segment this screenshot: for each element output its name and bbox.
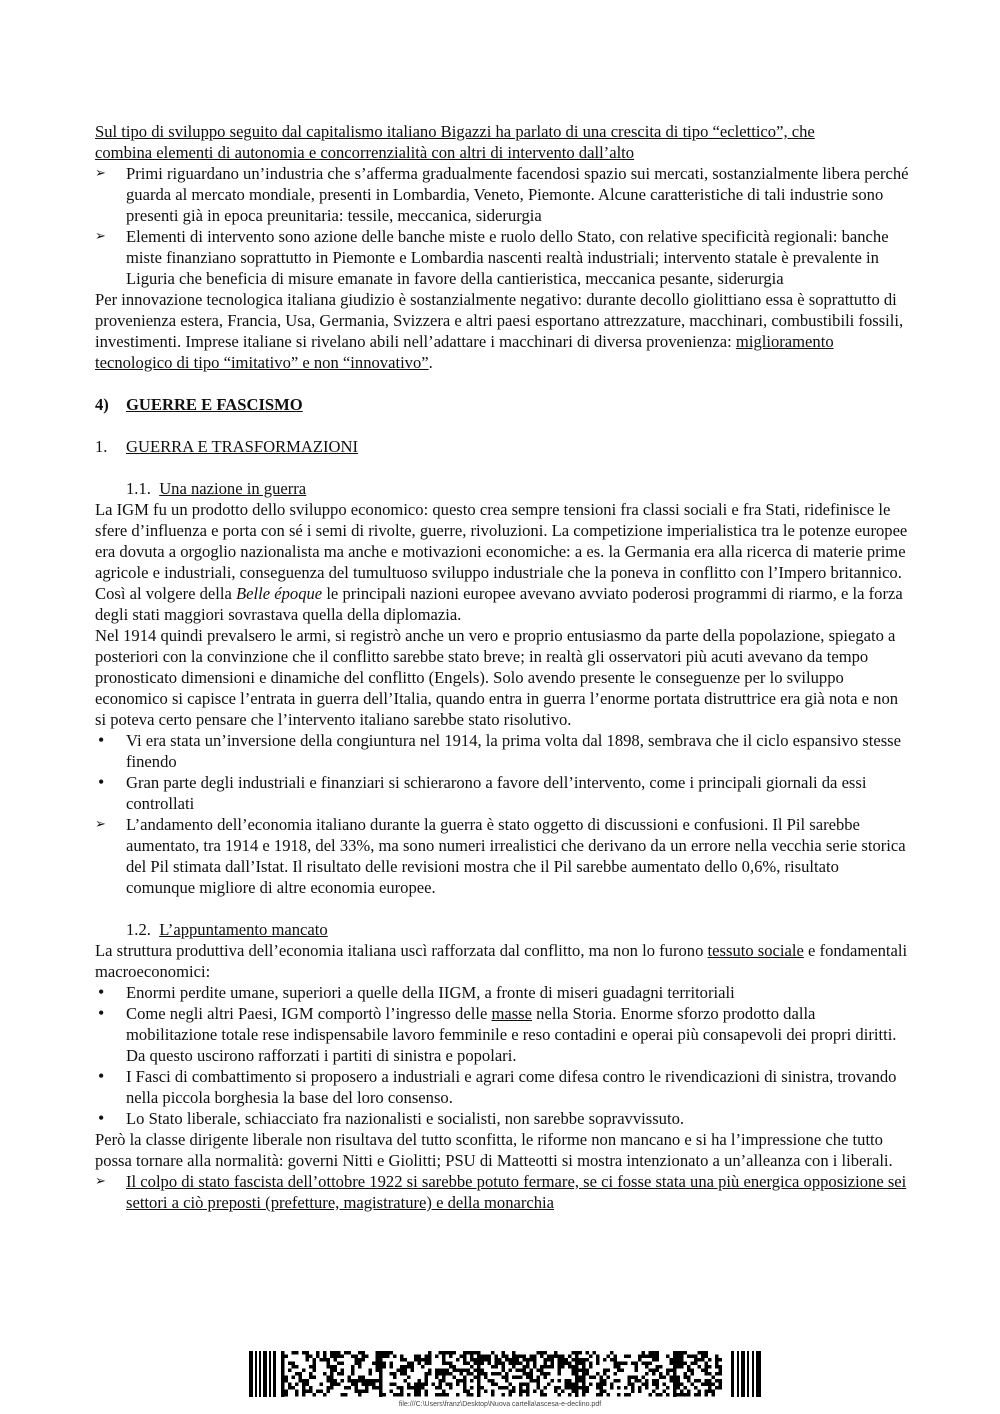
dot-bullet-icon: •	[98, 1066, 105, 1086]
section-title: GUERRA E TRASFORMAZIONI	[126, 437, 359, 456]
list-item-text: Elementi di intervento sono azione delle banche miste e ruolo dello Stato, con relative specificità regionali: banche miste finanziano soprattutto in Piemonte e Lombardia nascenti realtà industriali; intervento statale è prevalente in Liguria che beneficia di misure emanate in favore della cantieristica, meccanica pesante, siderurgia	[126, 227, 889, 288]
list-item	[95, 982, 910, 1003]
subsection-number: 1.2.	[126, 920, 151, 939]
arrow-bullet-icon: ➢	[95, 1174, 106, 1189]
list-item-text: Gran parte degli industriali e finanziari si schierarono a favore dell’intervento, come i principali giornali da essi controllati	[126, 773, 867, 813]
list-item-text: Enormi perdite umane, superiori a quelle della IIGM, a fronte di miseri guadagni territoriali	[126, 983, 735, 1002]
paragraph-text: La struttura produttiva dell’economia italiana uscì rafforzata dal conflitto, ma non lo furono	[95, 941, 708, 960]
innovation-paragraph	[95, 289, 910, 373]
dot-bullet-icon: •	[98, 1003, 105, 1023]
subsection-title: L’appuntamento mancato	[159, 920, 328, 939]
intro-line-1: Sul tipo di sviluppo seguito dal capitalismo italiano Bigazzi ha parlato di una crescita di tipo “eclettico”, che	[95, 122, 815, 141]
list-item	[95, 226, 910, 289]
underlined-text: tessuto sociale	[707, 941, 804, 960]
chapter-title: GUERRE E FASCISMO	[126, 395, 303, 414]
dot-bullet-icon: •	[98, 772, 105, 792]
subsection-heading	[95, 919, 910, 940]
war-1914-paragraph: Nel 1914 quindi prevalsero le armi, si registrò anche un vero e proprio entusiasmo da parte della popolazione, spiegato a posteriori con la convinzione che il conflitto sarebbe stato breve; in realtà gli osservatori più acuti avevano da tempo pronosticato dimensioni e dinamiche del conflitto (Engels). Solo avendo presente le conseguenze per lo sviluppo economico si capisce l’entrata in guerra dell’Italia, quando entra in guerra l’enorme portata distruttrice era già nota e non si poteva certo pensare che l’intervento italiano sarebbe stato risolutivo.	[95, 626, 899, 729]
structure-paragraph	[95, 940, 910, 982]
list-item	[95, 814, 910, 898]
chapter-heading	[95, 394, 910, 415]
list-item-text: Lo Stato liberale, schiacciato fra nazionalisti e socialisti, non sarebbe sopravvissuto.	[126, 1109, 685, 1128]
list-item-text: I Fasci di combattimento si proposero a industriali e agrari come difesa contro le rivendicazioni di sinistra, trovando nella piccola borghesia la base del loro consenso.	[126, 1067, 897, 1107]
section-heading	[95, 436, 910, 457]
underlined-text: miglioramento tecnologico di tipo “imitativo” e non “innovativo”	[95, 332, 834, 372]
italic-text: Belle époque	[236, 584, 323, 603]
list-item	[95, 730, 910, 772]
list-item-text: Il colpo di stato fascista dell’ottobre 1922 si sarebbe potuto fermare, se ci fosse stata una più energica opposizione sei settori a ciò preposti (prefetture, magistrature) e della monarchia	[126, 1172, 907, 1212]
chapter-number: 4)	[95, 395, 109, 414]
list-item-text: Primi riguardano un’industria che s’afferma gradualmente facendosi spazio sui mercati, sostanzialmente libera perché guarda al mercato mondiale, presenti in Lombardia, Veneto, Piemonte. Alcune caratteristiche di tali industrie sono presenti già in epoca preunitaria: tessile, meccanica, siderurgia	[126, 164, 909, 225]
subsection-title: Una nazione in guerra	[159, 479, 307, 498]
list-item-text: Vi era stata un’inversione della congiuntura nel 1914, la prima volta dal 1898, sembrava che il ciclo espansivo stesse finendo	[126, 731, 901, 771]
list-item-text: L’andamento dell’economia italiano durante la guerra è stato oggetto di discussioni e confusioni. Il Pil sarebbe aumentato, tra 1914 e 1918, del 33%, ma sono numeri irrealistici che derivano da un errore nella vecchia serie storica del Pil stimata dall’Istat. Il risultato delle revisioni mostra che il Pil sarebbe aumentato dello 0,6%, risultato comunque migliore di altre economia europee.	[126, 815, 906, 897]
paragraph-end: .	[428, 353, 433, 372]
file-path-footer: file:///C:\Users\franz\Desktop\Nuova cartella\ascesa-e-declino.pdf	[398, 1401, 602, 1408]
dot-bullet-icon: •	[98, 1108, 105, 1128]
paragraph-text: La IGM fu un prodotto dello sviluppo economico: questo crea sempre tensioni fra classi sociali e fra Stati, ridefinisce le sfere d’influenza e porta con sé i semi di rivolte, guerre, rivoluzioni. La competizione imperialistica tra le potenze europee era dovuta a orgoglio nazionalista ma anche e motivazioni economiche: a es. la Germania era alla ricerca di materie prime agricole e industriali, conseguenza del tumultuoso sviluppo industriale che la poneva in conflitto con l’Impero britannico. Così al volgere della	[95, 500, 908, 603]
list-item	[95, 1171, 910, 1213]
barcode-graphic	[249, 1351, 761, 1397]
liberal-paragraph: Però la classe dirigente liberale non risultava del tutto sconfitta, le riforme non mancano e si ha l’impressione che tutto possa tornare alla normalità: governi Nitti e Giolitti; PSU di Matteotti si mostra intenzionato a un’alleanza con i liberali.	[95, 1130, 893, 1170]
underlined-text: masse	[491, 1004, 533, 1023]
intro-line-2: combina elementi di autonomia e concorrenzialità con altri di intervento dall’alto	[95, 143, 635, 162]
list-item	[95, 1003, 910, 1066]
arrow-bullet-icon: ➢	[95, 229, 106, 244]
dot-bullet-icon: •	[98, 730, 105, 750]
barcode-image	[249, 1351, 761, 1397]
list-item	[95, 163, 910, 226]
intro-paragraph	[95, 121, 910, 163]
list-item	[95, 1108, 910, 1129]
list-item-text: Come negli altri Paesi, IGM comportò l’ingresso delle masse nella Storia. Enorme sforzo prodotto dalla mobilitazione totale rese indispensabile lavoro femminile e reso contadini e operai più consapevoli dei propri diritti. Da questo uscirono rafforzati i partiti di sinistra e popolari.	[126, 1004, 897, 1065]
list-item	[95, 1066, 910, 1108]
list-item	[95, 772, 910, 814]
paragraph-text: e fondamentali macroeconomici:	[95, 941, 908, 981]
war-paragraph	[95, 499, 910, 625]
subsection-heading	[95, 478, 910, 499]
subsection-number: 1.1.	[126, 479, 151, 498]
section-number: 1.	[95, 437, 108, 456]
arrow-bullet-icon: ➢	[95, 166, 106, 181]
paragraph-text: Per innovazione tecnologica italiana giudizio è sostanzialmente negativo: durante decollo giolittiano essa è soprattutto di provenienza estera, Francia, Usa, Germania, Svizzera e altri paesi esportano attrezzature, macchinari, combustibili fossili, investimenti. Imprese italiane si rivelano abili nell’adattare i macchinari di diversa provenienza:	[95, 290, 904, 351]
paragraph-text: le principali nazioni europee avevano avviato poderosi programmi di riarmo, e la forza degli stati maggiori sovrastava quella della diplomazia.	[95, 584, 903, 624]
dot-bullet-icon: •	[98, 982, 105, 1002]
document-page	[95, 121, 910, 1213]
arrow-bullet-icon: ➢	[95, 817, 106, 832]
